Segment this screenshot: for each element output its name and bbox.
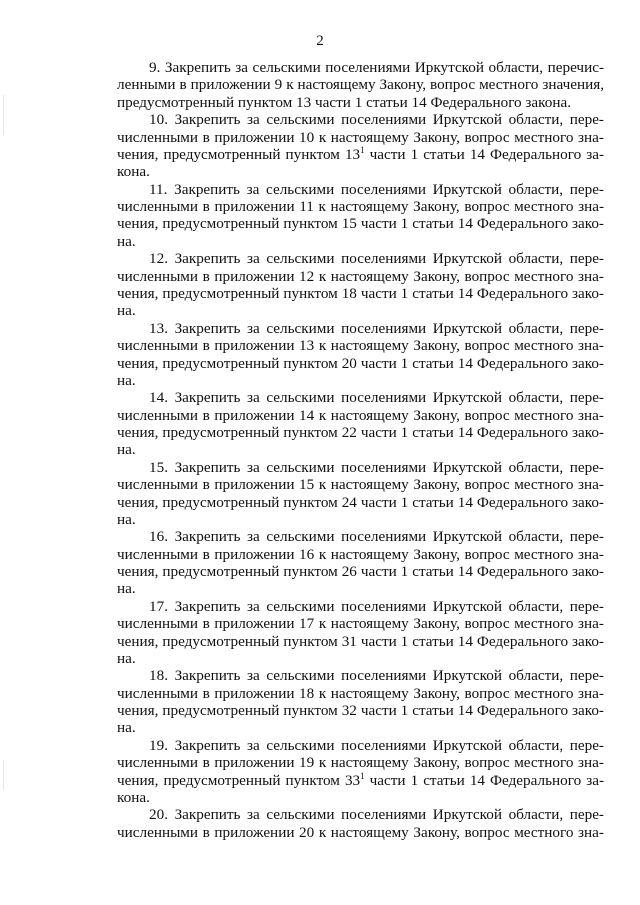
text-line: численными в приложении 16 к настоящему Закону, вопрос местного зна- xyxy=(117,545,604,563)
text-line xyxy=(117,772,604,791)
left-margin-mark xyxy=(3,760,4,790)
text-line: численными в приложении 12 к настоящему Закону, вопрос местного зна- xyxy=(117,267,604,285)
text-line: на. xyxy=(117,649,136,667)
text-line: численными в приложении 18 к настоящему Закону, вопрос местного зна- xyxy=(117,684,604,702)
text-line: чения, предусмотренный пунктом 15 части 1 статьи 14 Федерального зако- xyxy=(117,215,604,233)
text-segment: чения, предусмотренный пунктом 13 xyxy=(117,145,361,163)
text-line xyxy=(117,146,604,165)
text-line: чения, предусмотренный пунктом 31 части 1 статьи 14 Федерального зако- xyxy=(117,632,604,650)
text-line: 9. Закрепить за сельскими поселениями Иркутской области, перечис- xyxy=(149,59,604,76)
text-line: 18. Закрепить за сельскими поселениями Иркутской области, пере- xyxy=(149,667,604,685)
text-segment: части 1 статьи 14 Федерального за- xyxy=(364,771,604,789)
text-line: чения, предусмотренный пунктом 18 части 1 статьи 14 Федерального зако- xyxy=(117,284,604,302)
text-line: численными в приложении 13 к настоящему Закону, вопрос местного зна- xyxy=(117,337,604,355)
text-line: чения, предусмотренный пунктом 26 части 1 статьи 14 Федерального зако- xyxy=(117,563,604,580)
text-line: численными в приложении 10 к настоящему Закону, вопрос местного зна- xyxy=(117,128,604,146)
superscript: 1 xyxy=(360,770,365,781)
text-line: кона. xyxy=(117,789,150,806)
text-line: 12. Закрепить за сельскими поселениями Иркутской области, пере- xyxy=(149,250,604,268)
text-line: на. xyxy=(117,371,136,389)
page-number: 2 xyxy=(316,33,324,49)
text-line: чения, предусмотренный пунктом 24 части 1 статьи 14 Федерального зако- xyxy=(117,493,604,511)
text-line: 20. Закрепить за сельскими поселениями Иркутской области, пере- xyxy=(149,806,604,824)
text-line: чения, предусмотренный пунктом 32 части 1 статьи 14 Федерального зако- xyxy=(117,702,604,720)
text-line: ленными в приложении 9 к настоящему Закону, вопрос местного значения, xyxy=(117,76,604,94)
text-line: 10. Закрепить за сельскими поселениями Иркутской области, пере- xyxy=(149,111,604,129)
text-line: численными в приложении 15 к настоящему Закону, вопрос местного зна- xyxy=(117,476,604,494)
text-line: на. xyxy=(117,510,136,528)
text-line: 15. Закрепить за сельскими поселениями Иркутской области, пере- xyxy=(149,458,604,476)
text-line: 17. Закрепить за сельскими поселениями Иркутской области, пере- xyxy=(149,597,604,615)
text-line: численными в приложении 14 к настоящему Закону, вопрос местного зна- xyxy=(117,406,604,424)
text-line: на. xyxy=(117,580,136,598)
text-line: численными в приложении 11 к настоящему Закону, вопрос местного зна- xyxy=(117,198,604,215)
text-line: на. xyxy=(117,441,136,459)
left-margin-mark xyxy=(3,95,4,135)
text-line: численными в приложении 17 к настоящему Закону, вопрос местного зна- xyxy=(117,615,604,633)
text-line: численными в приложении 19 к настоящему Закону, вопрос местного зна- xyxy=(117,754,604,772)
text-line: чения, предусмотренный пунктом 20 части 1 статьи 14 Федерального зако- xyxy=(117,354,604,372)
text-line: кона. xyxy=(117,163,150,181)
text-line: на. xyxy=(117,232,136,250)
text-line: на. xyxy=(117,302,136,320)
text-line: 16. Закрепить за сельскими поселениями Иркутской области, пере- xyxy=(149,528,604,546)
text-line: предусмотренный пунктом 13 части 1 статьи 14 Федерального закона. xyxy=(117,93,572,111)
text-line: на. xyxy=(117,719,136,737)
text-line: 14. Закрепить за сельскими поселениями Иркутской области, пере- xyxy=(149,389,604,407)
text-segment: чения, предусмотренный пунктом 33 xyxy=(117,771,361,789)
text-line: 13. Закрепить за сельскими поселениями Иркутской области, пере- xyxy=(149,319,604,337)
text-line: численными в приложении 20 к настоящему Закону, вопрос местного зна- xyxy=(117,823,604,841)
text-line: чения, предусмотренный пунктом 22 части 1 статьи 14 Федерального зако- xyxy=(117,424,604,441)
superscript: 1 xyxy=(360,144,365,155)
text-line: 11. Закрепить за сельскими поселениями Иркутской области, пере- xyxy=(149,180,604,198)
text-segment: части 1 статьи 14 Федерального за- xyxy=(364,145,604,163)
text-line: 19. Закрепить за сельскими поселениями Иркутской области, пере- xyxy=(149,736,604,754)
